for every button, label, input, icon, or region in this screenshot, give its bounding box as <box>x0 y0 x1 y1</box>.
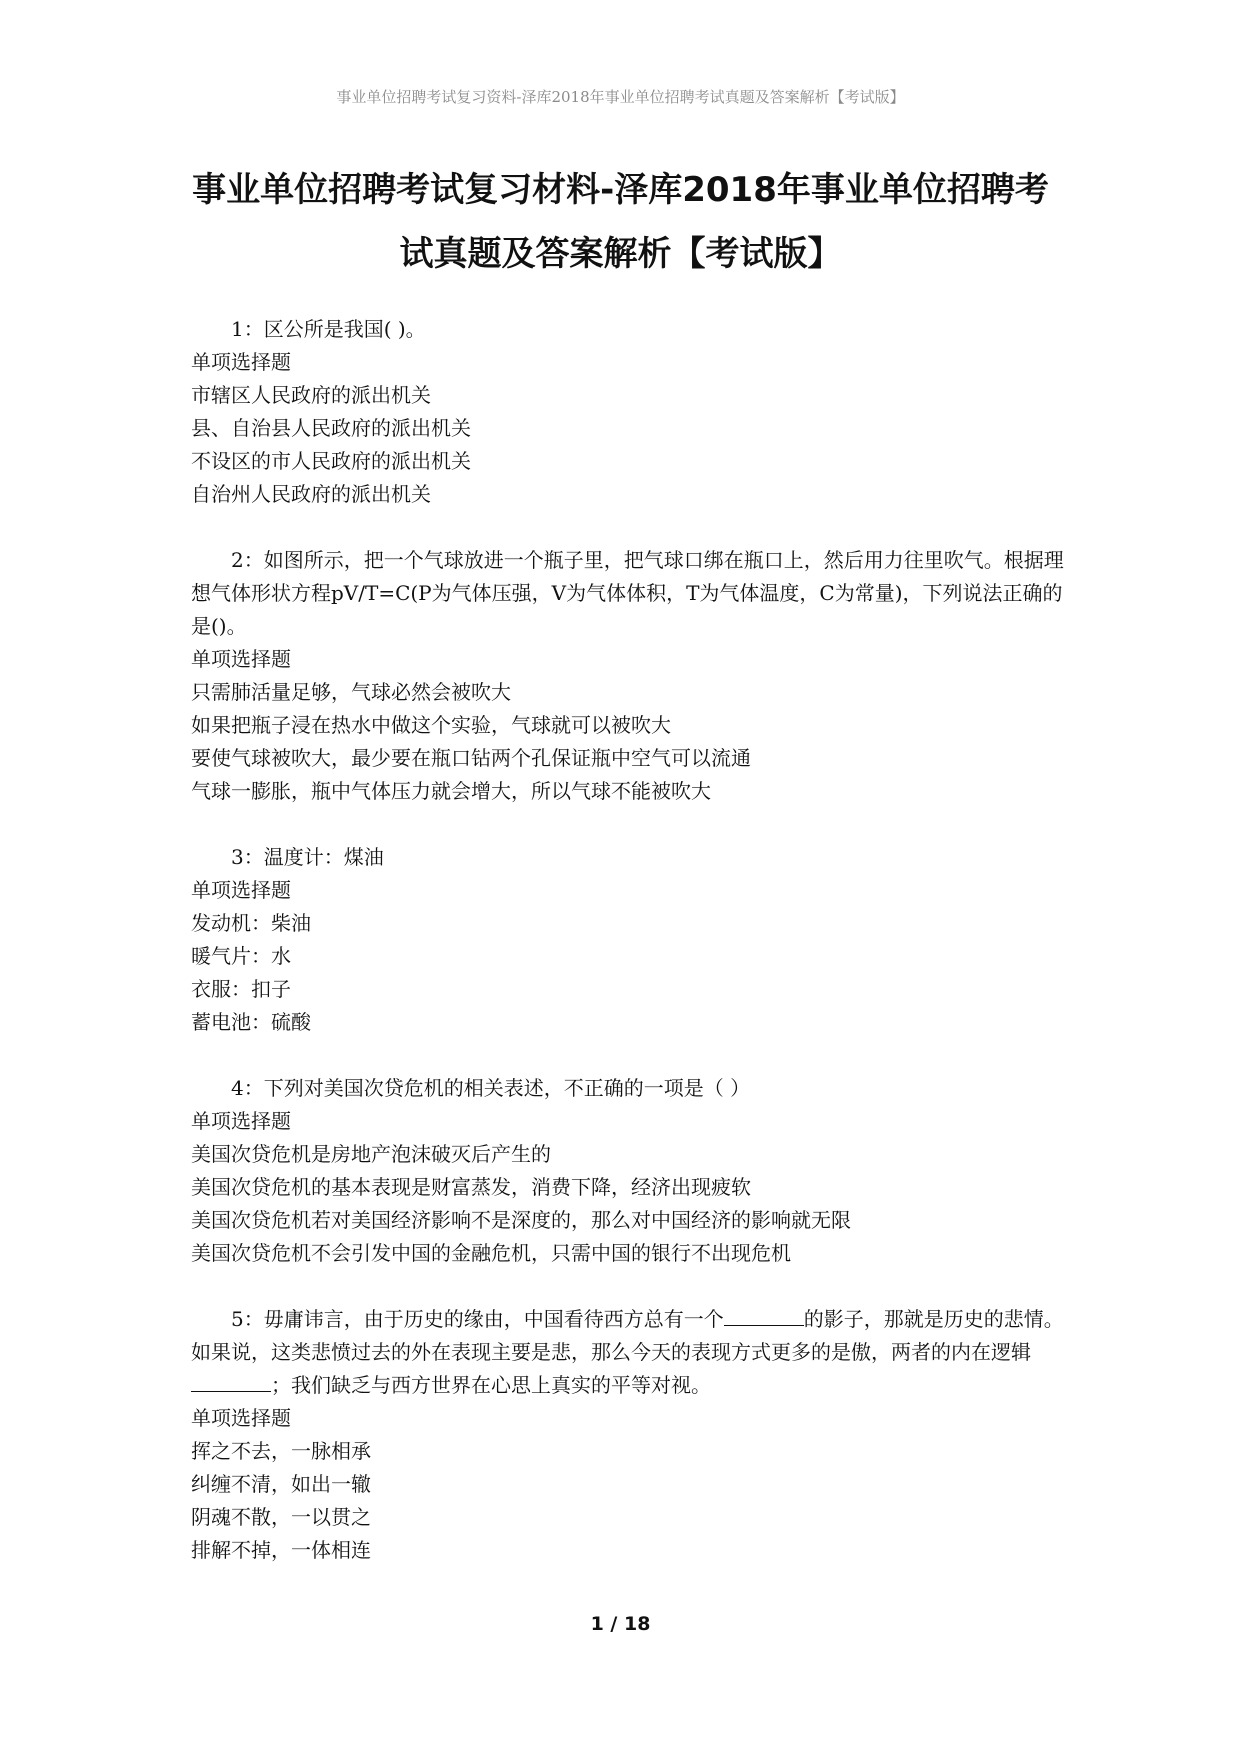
option: 美国次贷危机若对美国经济影响不是深度的，那么对中国经济的影响就无限 <box>191 1208 851 1232</box>
option: 阴魂不散，一以贯之 <box>191 1505 371 1529</box>
option: 暖气片：水 <box>191 944 291 968</box>
option: 只需肺活量足够，气球必然会被吹大 <box>191 680 511 704</box>
option: 美国次贷危机是房地产泡沫破灭后产生的 <box>191 1142 551 1166</box>
question-1 <box>191 313 1071 511</box>
question-4 <box>191 1072 1071 1270</box>
question-2 <box>191 544 1071 808</box>
stem-text-part-1: 5：毋庸讳言，由于历史的缘由，中国看待西方总有一个 <box>231 1307 724 1331</box>
option: 自治州人民政府的派出机关 <box>191 482 431 506</box>
option: 挥之不去，一脉相承 <box>191 1439 371 1463</box>
option: 县、自治县人民政府的派出机关 <box>191 416 471 440</box>
option: 美国次贷危机的基本表现是财富蒸发，消费下降，经济出现疲软 <box>191 1175 751 1199</box>
document-title <box>170 158 1071 286</box>
question-type: 单项选择题 <box>191 1406 291 1430</box>
stem-text-part-2: 的影子，那就是历史的悲情。如果说，这类悲愤过去的外在表现主要是悲，那么今天的表现方式更多的是傲，两者的内在逻辑 <box>191 1307 1064 1364</box>
question-stem: 2：如图所示，把一个气球放进一个瓶子里，把气球口绑在瓶口上，然后用力往里吹气。根据理想气体形状方程pV/T=C(P为气体压强，V为气体体积，T为气体温度，C为常量)，下列说法正确的是()。 <box>191 548 1064 638</box>
page-number: 1 / 18 <box>590 1613 651 1635</box>
question-stem <box>191 1303 1071 1402</box>
question-stem: 1：区公所是我国( )。 <box>231 317 426 341</box>
option: 如果把瓶子浸在热水中做这个实验，气球就可以被吹大 <box>191 713 671 737</box>
question-list <box>191 313 1071 1600</box>
option: 市辖区人民政府的派出机关 <box>191 383 431 407</box>
document-title-line-2: 试真题及答案解析【考试版】 <box>399 234 842 274</box>
option: 气球一膨胀，瓶中气体压力就会增大，所以气球不能被吹大 <box>191 779 711 803</box>
question-5 <box>191 1303 1071 1567</box>
question-type: 单项选择题 <box>191 350 291 374</box>
option: 美国次贷危机不会引发中国的金融危机，只需中国的银行不出现危机 <box>191 1241 791 1265</box>
question-stem: 3：温度计：煤油 <box>231 845 384 869</box>
question-stem: 4：下列对美国次贷危机的相关表述，不正确的一项是（ ） <box>231 1076 751 1100</box>
fill-blank-1 <box>724 1307 804 1326</box>
option: 不设区的市人民政府的派出机关 <box>191 449 471 473</box>
option: 纠缠不清，如出一辙 <box>191 1472 371 1496</box>
stem-text-part-3: ；我们缺乏与西方世界在心思上真实的平等对视。 <box>271 1373 711 1397</box>
question-type: 单项选择题 <box>191 878 291 902</box>
question-type: 单项选择题 <box>191 647 291 671</box>
option: 衣服：扣子 <box>191 977 291 1001</box>
question-3 <box>191 841 1071 1039</box>
option: 排解不掉，一体相连 <box>191 1538 371 1562</box>
option: 蓄电池：硫酸 <box>191 1010 311 1034</box>
fill-blank-2 <box>191 1373 271 1392</box>
running-header: 事业单位招聘考试复习资料-泽库2018年事业单位招聘考试真题及答案解析【考试版】 <box>336 88 905 106</box>
question-type: 单项选择题 <box>191 1109 291 1133</box>
option: 要使气球被吹大，最少要在瓶口钻两个孔保证瓶中空气可以流通 <box>191 746 751 770</box>
option: 发动机：柴油 <box>191 911 311 935</box>
document-title-line-1: 事业单位招聘考试复习材料-泽库2018年事业单位招聘考 <box>192 170 1049 210</box>
